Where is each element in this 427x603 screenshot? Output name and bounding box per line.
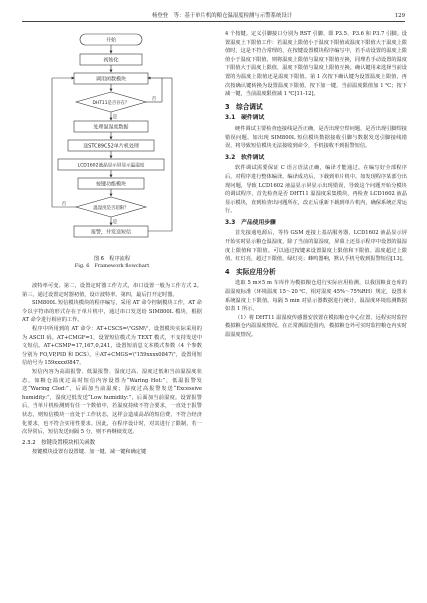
lcd-label: LCD1602液晶显示屏显示温湿度	[77, 163, 145, 169]
paragraph: 选取 5 m×5 m 车库作为模拟粮仓进行实际应用检测，以我国粮食仓库的温湿度标准（环境温度 15～20 ℃，相对湿度 45%～75%RH）规定，设置本系统温度上下限值。每隔 5 min 对显示器数据进行统计，温湿度环境监测数据如表 1 所示。	[225, 280, 407, 313]
dht-label: DHT11是否存在？	[92, 101, 130, 106]
paragraph: 软件调试需要保证 C 语言语法正确，编译才能通过。在编写好全部程序后，对程序进行整体编译。编译成功后，下载到单片机中。如发现程序某部分出现问题，导致 LCD1602 液晶显示屏显示出现错误，导致这个问题开始分模块的调试程序，首先检查是否 DHT11 温湿度采集模块，再检查 LCD1602 液晶显示模块，直到检查出问题所在，改正后重新下载到单片机内，确保系统正常运行。	[225, 165, 407, 215]
paragraph: 短信内容为高温报警、低温报警、湿度过高、湿度过低和当前温湿度状态。如粮仓温度过高时短信内容设置为“Waring Hot:”，低温报警发送“Waring Clod:”，后面加当前温度；湿度过高报警发送“Excessive humidity:”，湿度过低发送“Low humidity:”，后面加当前湿度。设置报警后，当单片机检测到有任一个数值中，若温度持续不符合要求，一直处于报警状态，则短信模块一直处于工作状态，这样会造成高昂的短信费，不符合经济化要求，也不符合实用性要求。因此，在程序设计时，对其进行了限制，若一次异常后，短信发送间隔 5 分，则不再继续发送。	[22, 368, 202, 436]
subsection-heading: 3.1 硬件调试	[225, 115, 265, 122]
paragraph: 首先接通电源后，等待 GSM 连接上基站服务器，LCD1602 液晶显示屏开始实时显示粮仓温湿度，除了当前的温湿度，屏幕上还显示程序中设置的温湿度上限值和下限值。可以通过按键来设置温度上限值和下限值。温度超过上限值，红灯亮，超过下限值，绿灯亮；蜂鸣器响，默认手机号收到报警短信[13]。	[225, 230, 407, 263]
subsection-heading: 3.3 产品使用步骤	[225, 219, 276, 226]
flowchart-diagram	[22, 28, 202, 254]
running-title: 杨登登 等：基于单片机的粮仓温湿度检测与示警系统设计	[152, 13, 293, 19]
start-label: 开始	[105, 37, 117, 44]
paragraph: 4 个按键。定义引脚接口分别为 RST 引脚、即 P3.5、P3.6 和 P3.7 引脚。设置温度上下限值工作：若温度上限值小于温度下限值或温度下限值大于温度上限值时，这是不符合常理的，在按键设置模块程序编写中，若手动设置的温度上限值小于温度下限值，则将温度上限值与温度下限值互换，同理若手动设置的温度下限值大于温度上限值，温度下限值与温度上限值互换。确认键用来选择当前设置的为温度上限值还是温度下限值。第 1 次按下确认键为设置温度上限值，再次按确认键转换为设置温度下限值。按下加一键，当前温度限值加 1 ℃；按下减一键，当前温度限值减 1 ℃[11-12]。	[225, 31, 407, 98]
figure-6	[22, 28, 202, 282]
subsection-heading: 2.3.2 按键设置模块相关函数	[22, 439, 96, 446]
process-label: 处理温湿度数据	[93, 124, 129, 131]
paragraph: 程序中所用到的 AT 命令：AT+CSCS=\"GSM\"，设置模块实际采用的为 ASCII 码。AT+CMGF=1，设置短信模式为 TEXT 模式，不支持发送中文短信。AT+CSMP=17,167,0,241，设置短消息文本模式参数（4 个参数分别为 FO,VP,PID 和 DCS）。④AT+CMGS=\"159xxxx0847\"，设置用短信给号为 159xxxx0847。	[22, 325, 202, 367]
dht-no-label: 否	[151, 97, 157, 102]
init-label: 初始化	[103, 57, 119, 64]
alarm-check-label: 温湿度是否超限？	[93, 206, 129, 211]
mcu-label: 送STC89C52单片机处理	[83, 143, 139, 150]
figure-caption	[22, 256, 202, 270]
alarm-no-label: 否	[61, 202, 67, 207]
paragraph: 按键模块设置有设置键、加一键、减一键和确定键	[32, 449, 147, 456]
right-column	[225, 30, 407, 340]
dht-yes-label: 是	[112, 115, 118, 120]
subsection-heading: 3.2 软件调试	[225, 154, 265, 161]
paragraph: 波特率可变。第二，设置定时器工作方式，串口设置一般为工作方式 2。第三，通过设置定时器初值，设计波特率。第四，最后打开定时器。	[22, 283, 202, 298]
call-label: 调用函数模块	[95, 76, 127, 83]
alarm-label: 报警，并发送短信	[90, 229, 132, 236]
caption-zh: 图 6 程序流程	[93, 256, 131, 262]
key-label: 按键功能模块	[95, 181, 127, 188]
left-column	[22, 30, 202, 457]
alarm-yes-label: 是	[112, 220, 118, 225]
page-header	[22, 10, 405, 22]
paragraph: （1）将 DHT11 温湿度传感器安放置在模拟粮仓中心位置，远程实时监控模拟粮仓内温湿度情况。在正常测温范围内，模拟粮仓外可实时监控粮仓内实时温湿度情况。	[225, 314, 407, 338]
page-number: 129	[394, 13, 405, 19]
caption-en: Fig. 6 Framework flowchart	[74, 263, 150, 269]
section-heading: 4 实际应用分析	[225, 267, 276, 276]
section-heading: 3 综合调试	[225, 102, 263, 111]
paragraph: 硬件调试主要检查连接线是否正确，是否出现空焊问题，是否出现引脚焊接错误问题。如出现 SIM800L 短信模块数据接收引脚与数据发送引脚接线错误，将导致短信模块无法接收到命令，手机接收不到报警短信。	[225, 125, 407, 150]
paragraph: SIM800L 短信模块模块的程序编写，采用 AT 命令控制模块工作，AT 命令以字符串的形式存在于单片机中，通过串口发送给 SIM800L 模块，根据 AT 命令进行相应的工作。	[22, 300, 202, 324]
